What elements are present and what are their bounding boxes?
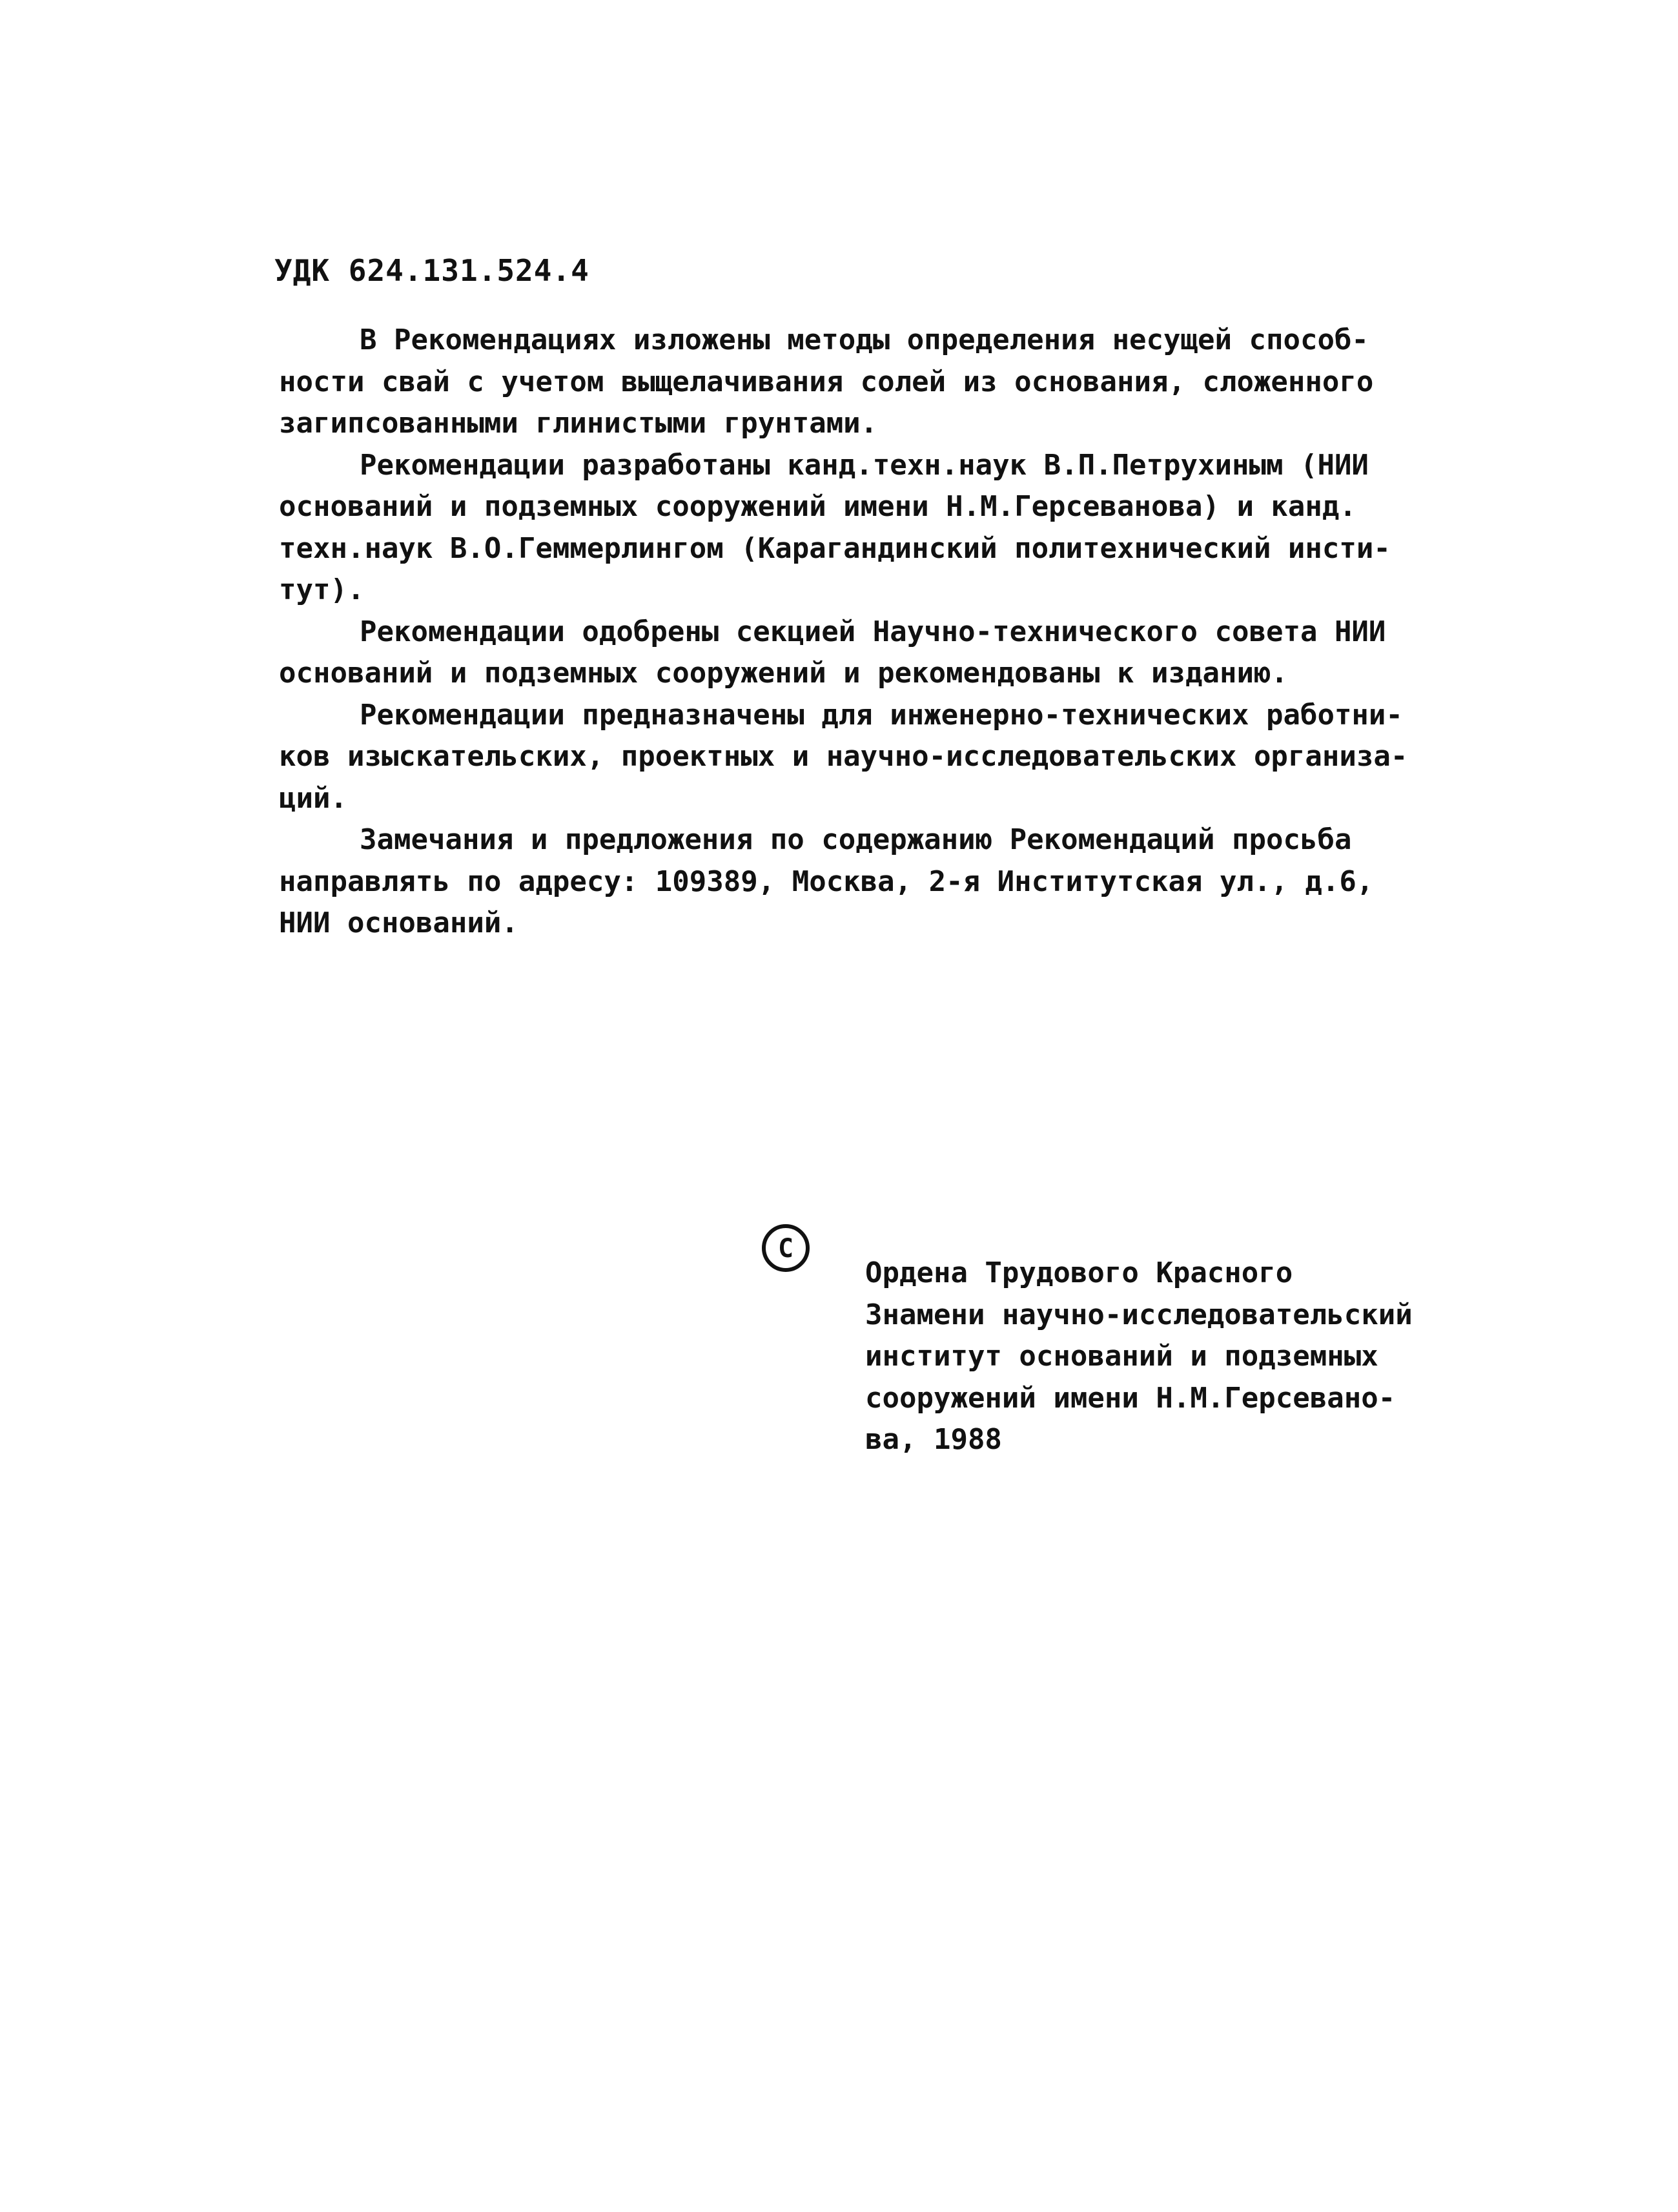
paragraph-3-line-1: Рекомендации одобрены секцией Научно-технического совета НИИ [360, 615, 1386, 648]
paragraph-5-line-1: Замечания и предложения по содержанию Рекомендаций просьба [360, 823, 1352, 856]
paragraph-4-line-1: Рекомендации предназначены для инженерно-технических работни- [360, 698, 1403, 732]
paragraph-4-line-3: ций. [279, 781, 347, 815]
annotation-text [279, 320, 1408, 945]
copyright-line-5: ва, 1988 [865, 1423, 1002, 1456]
paragraph-3-line-2: оснований и подземных сооружений и рекомендованы к изданию. [279, 657, 1288, 690]
paragraph-1-line-2: ности свай с учетом выщелачивания солей из основания, сложенного [279, 365, 1374, 398]
paragraph-5-line-2: направлять по адресу: 109389, Москва, 2-я Институтская ул., д.6, [279, 865, 1374, 898]
paragraph-5-line-3: НИИ оснований. [279, 906, 518, 939]
copyright-line-4: сооружений имени Н.М.Герсевано- [865, 1381, 1396, 1415]
paragraph-2-line-1: Рекомендации разработаны канд.техн.наук В.П.Петрухиным (НИИ [360, 448, 1369, 482]
paragraph-2-line-3: техн.наук В.О.Геммерлингом (Карагандинский политехнический инсти- [279, 531, 1391, 565]
copyright-line-3: институт оснований и подземных [865, 1340, 1378, 1373]
copyright-symbol: C [777, 1234, 794, 1264]
udc-code: УДК 624.131.524.4 [274, 253, 589, 288]
paragraph-2-line-4: тут). [279, 573, 365, 606]
copyright-holder [865, 1253, 1446, 1461]
paragraph-1-line-1: В Рекомендациях изложены методы определения несущей способ- [360, 323, 1369, 356]
copyright-line-1: Ордена Трудового Красного [865, 1256, 1293, 1289]
paragraph-4-line-2: ков изыскательских, проектных и научно-исследовательских организа- [279, 740, 1408, 773]
paragraph-1-line-3: загипсованными глинистыми грунтами. [279, 407, 878, 440]
copyright-line-2: Знамени научно-исследовательский [865, 1298, 1413, 1331]
copyright-icon [761, 1223, 811, 1273]
paragraph-2-line-2: оснований и подземных сооружений имени Н.М.Герсеванова) и канд. [279, 490, 1356, 523]
